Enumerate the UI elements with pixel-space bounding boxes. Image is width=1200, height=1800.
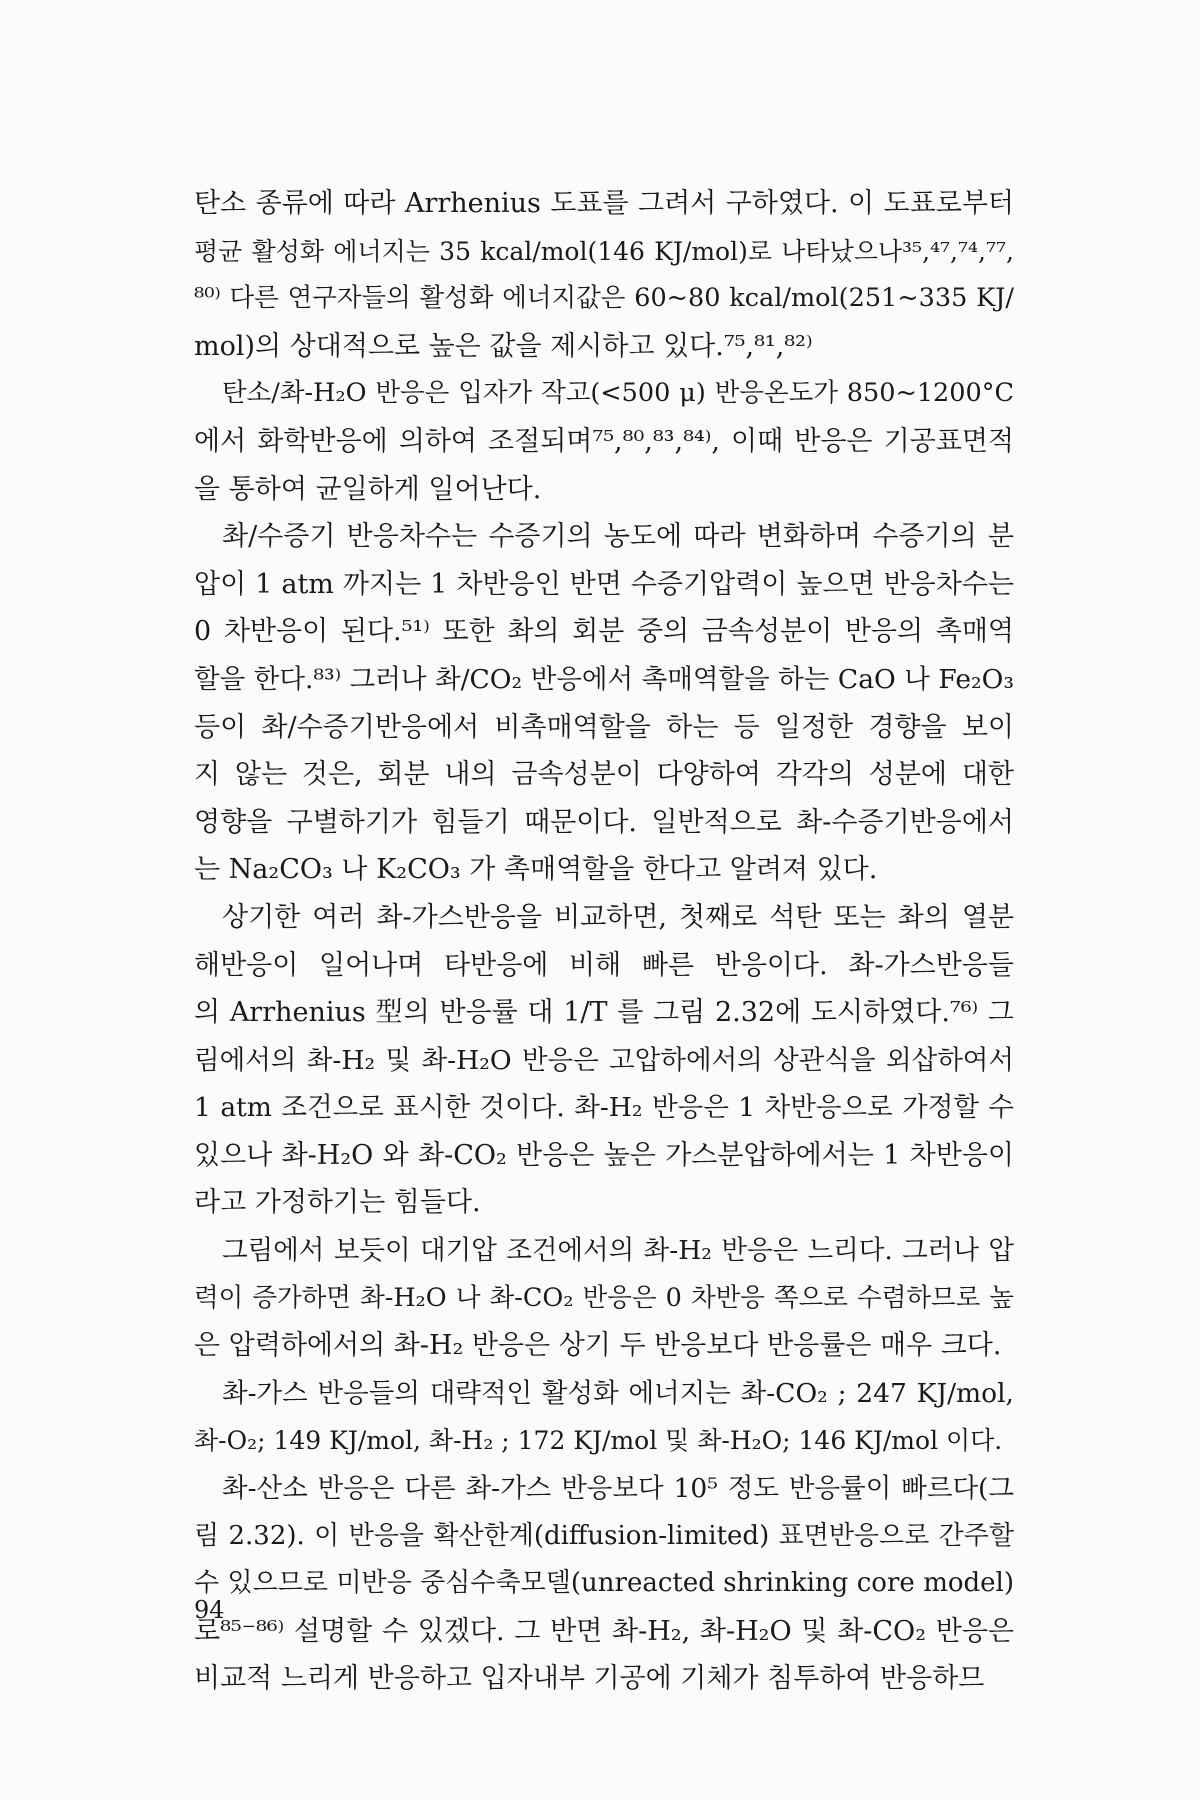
text-line: 라고 가정하기는 힘들다.	[194, 1187, 481, 1219]
body-text	[194, 180, 1014, 1703]
paragraph	[194, 894, 1014, 1227]
paragraph	[194, 513, 1014, 894]
text-line: 수 있으므로 미반응 중심수축모델(unreacted shrinking core model)	[194, 1568, 1014, 1599]
text-line: 할을 한다.⁸³⁾ 그러나 촤/CO₂ 반응에서 촉매역할을 하는 CaO 나 Fe₂O₃	[194, 663, 1014, 695]
text-line: 은 압력하에서의 촤-H₂ 반응은 상기 두 반응보다 반응률은 매우 크다.	[194, 1330, 1002, 1362]
text-line: 해반응이 일어나며 타반응에 비해 빠른 반응이다. 촤-가스반응들	[194, 949, 1014, 981]
text-line: 의 Arrhenius 型의 반응률 대 1/T 를 그림 2.32에 도시하였다.⁷⁶⁾ 그	[194, 997, 1014, 1029]
text-line: 에서 화학반응에 의하여 조절되며⁷⁵,⁸⁰,⁸³,⁸⁴⁾, 이때 반응은 기공표면적	[194, 425, 1014, 457]
text-line: 는 Na₂CO₃ 나 K₂CO₃ 가 촉매역할을 한다고 알려져 있다.	[194, 854, 878, 886]
text-line: 지 않는 것은, 회분 내의 금속성분이 다양하여 각각의 성분에 대한	[194, 759, 1014, 791]
text-line: 평균 활성화 에너지는 35 kcal/mol(146 KJ/mol)로 나타났으나³⁵,⁴⁷,⁷⁴,⁷⁷,	[194, 236, 1014, 266]
text-line: mol)의 상대적으로 높은 값을 제시하고 있다.⁷⁵,⁸¹,⁸²⁾	[194, 330, 813, 362]
text-line: ⁸⁰⁾ 다른 연구자들의 활성화 에너지값은 60~80 kcal/mol(251~335 KJ/	[194, 283, 1014, 314]
text-line: 력이 증가하면 촤-H₂O 나 촤-CO₂ 반응은 0 차반응 쪽으로 수렴하므로 높	[194, 1282, 1014, 1313]
page-number: 94	[194, 1596, 225, 1624]
text-line: 상기한 여러 촤-가스반응을 비교하면, 첫째로 석탄 또는 촤의 열분	[222, 901, 1014, 933]
text-line: 촤-O₂; 149 KJ/mol, 촤-H₂ ; 172 KJ/mol 및 촤-H₂O; 146 KJ/mol 이다.	[194, 1426, 1003, 1456]
paragraph	[194, 180, 1014, 370]
text-line: 촤-산소 반응은 다른 촤-가스 반응보다 10⁵ 정도 반응률이 빠르다(그	[222, 1473, 1014, 1505]
text-line: 촤-가스 반응들의 대략적인 활성화 에너지는 촤-CO₂ ; 247 KJ/mol,	[222, 1377, 1014, 1409]
text-line: 등이 촤/수증기반응에서 비촉매역할을 하는 등 일정한 경향을 보이	[194, 711, 1014, 743]
text-line: 압이 1 atm 까지는 1 차반응인 반면 수증기압력이 높으면 반응차수는	[194, 568, 1014, 600]
text-line: 영향을 구별하기가 힘들기 때문이다. 일반적으로 촤-수증기반응에서	[194, 806, 1014, 838]
text-line: 탄소 종류에 따라 Arrhenius 도표를 그려서 구하였다. 이 도표로부터	[194, 188, 1014, 219]
text-line: 로⁸⁵⁻⁸⁶⁾ 설명할 수 있겠다. 그 반면 촤-H₂, 촤-H₂O 및 촤-CO₂ 반응은	[194, 1615, 1014, 1647]
text-line: 있으나 촤-H₂O 와 촤-CO₂ 반응은 높은 가스분압하에서는 1 차반응이	[194, 1139, 1014, 1171]
text-line: 1 atm 조건으로 표시한 것이다. 촤-H₂ 반응은 1 차반응으로 가정할 수	[194, 1092, 1014, 1124]
text-line: 촤/수증기 반응차수는 수증기의 농도에 따라 변화하며 수증기의 분	[222, 521, 1014, 553]
text-line: 을 통하여 균일하게 일어난다.	[194, 473, 542, 505]
text-line: 그림에서 보듯이 대기압 조건에서의 촤-H₂ 반응은 느리다. 그러나 압	[222, 1235, 1014, 1267]
paragraph	[194, 1370, 1014, 1465]
paragraph	[194, 370, 1014, 513]
text-line: 0 차반응이 된다.⁵¹⁾ 또한 촤의 회분 중의 금속성분이 반응의 촉매역	[194, 616, 1014, 648]
paragraph	[194, 1465, 1014, 1703]
text-line: 비교적 느리게 반응하고 입자내부 기공에 기체가 침투하여 반응하므	[194, 1663, 985, 1695]
text-line: 탄소/촤-H₂O 반응은 입자가 작고(<500 μ) 반응온도가 850~1200°C	[222, 378, 1014, 409]
text-line: 림에서의 촤-H₂ 및 촤-H₂O 반응은 고압하에서의 상관식을 외삽하여서	[194, 1044, 1014, 1076]
text-line: 림 2.32). 이 반응을 확산한계(diffusion-limited) 표면반응으로 간주할	[194, 1520, 1014, 1551]
paragraph	[194, 1227, 1014, 1370]
